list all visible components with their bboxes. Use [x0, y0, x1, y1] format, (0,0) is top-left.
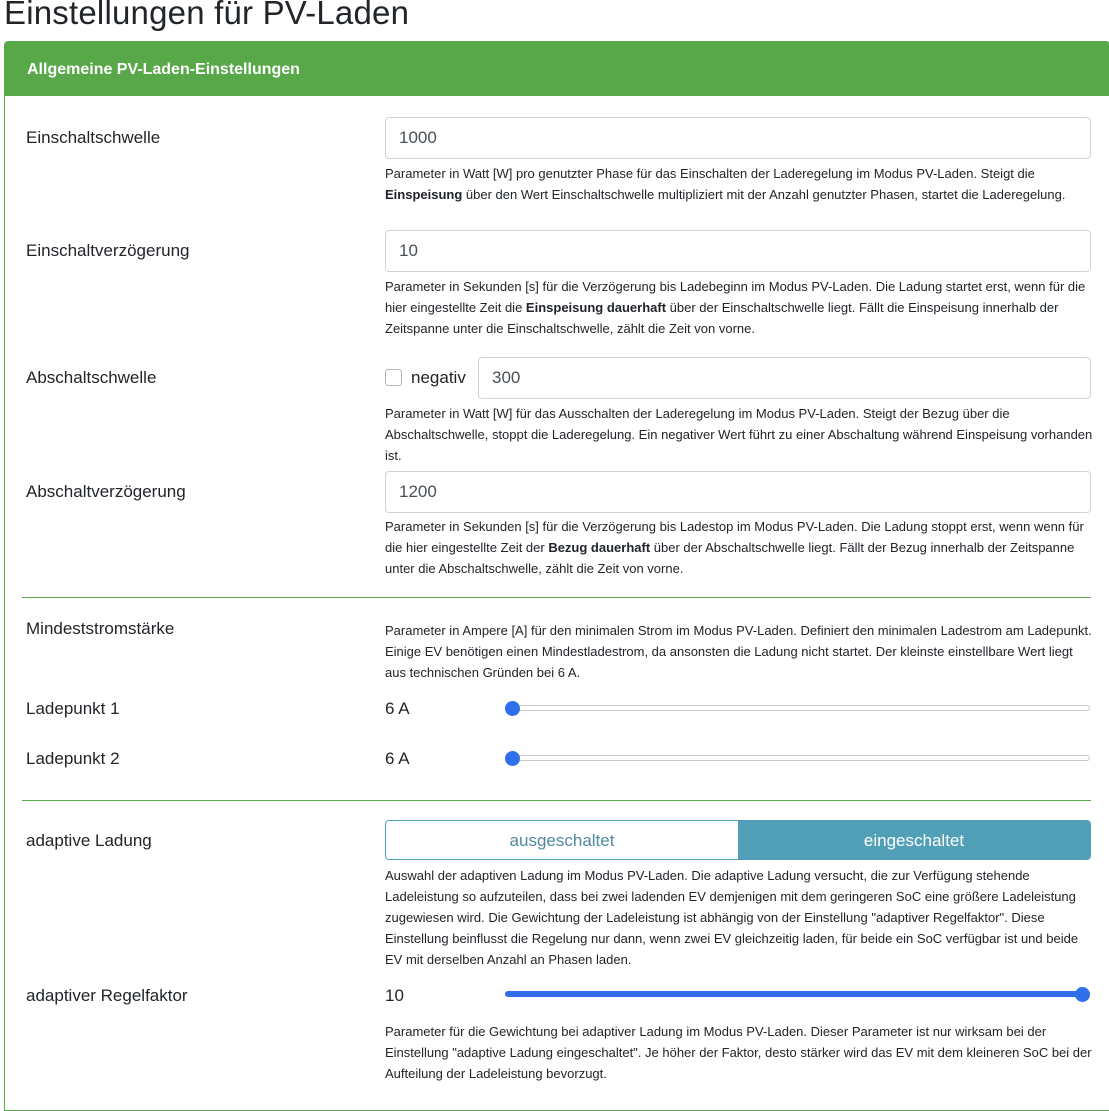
help-text: Parameter in Ampere [A] für den minimalen Strom im Modus PV-Laden. Definiert den minimalen Ladestrom am Ladepunkt. Einige EV benötigen einen Mindestladestrom, da ansonsten die Ladung nicht startet. Der kleinste einstellbare Wert liegt aus technischen Gründen bei 6 A.: [385, 623, 1092, 680]
slider-track: [505, 755, 1090, 761]
adaptive-toggle-group: [385, 820, 1091, 860]
regelfaktor-slider[interactable]: [505, 987, 1090, 1002]
divider: [22, 800, 1091, 801]
help-text: Parameter in Sekunden [s] für die Verzögerung bis Ladestop im Modus PV-Laden. Die Ladung stoppt erst, wenn wenn für die hier eingestellte Zeit der: [385, 519, 1084, 555]
adaptive-label: adaptive Ladung: [26, 831, 152, 850]
slider-track: [505, 705, 1090, 711]
adaptive-off-button[interactable]: ausgeschaltet: [386, 821, 738, 859]
slider-fill: [505, 991, 1083, 997]
help-text: über der Abschaltschwelle liegt. Fällt der Bezug innerhalb der Zeitspanne unter die Abschaltschwelle, zählt die Zeit von vorne.: [385, 540, 1075, 576]
help-text: Parameter für die Gewichtung bei adaptiver Ladung im Modus PV-Laden. Dieser Parameter ist nur wirksam bei der Einstellung "adaptive Ladung eingeschaltet". Je höher der Faktor, desto stärker wird das EV mit dem kleineren SoC bei der Aufteilung der Ladeleistung bevorzugt.: [385, 1024, 1092, 1081]
abschaltverzoegerung-input[interactable]: 1200: [385, 471, 1091, 513]
einschaltverzoegerung-input[interactable]: 10: [385, 230, 1091, 272]
ladepunkt2-label: Ladepunkt 2: [26, 749, 120, 768]
ladepunkt2-slider[interactable]: [505, 751, 1090, 766]
mindeststrom-label: Mindeststromstärke: [26, 619, 175, 638]
einschaltverzoegerung-label: Einschaltverzögerung: [26, 241, 190, 260]
mindeststrom-help: [385, 620, 1095, 683]
negativ-checkbox-label[interactable]: negativ: [411, 368, 466, 387]
regelfaktor-help: [385, 1021, 1095, 1084]
abschaltverzoegerung-help: [385, 516, 1095, 579]
help-text: Parameter in Sekunden [s] für die Verzögerung bis Ladebeginn im Modus PV-Laden. Die Ladung startet erst, wenn für die hier eingestellte Zeit die: [385, 279, 1086, 315]
slider-thumb[interactable]: [505, 751, 520, 766]
abschaltverzoegerung-label: Abschaltverzögerung: [26, 482, 186, 501]
negativ-checkbox[interactable]: [385, 369, 402, 386]
page-title: Einstellungen für PV-Laden: [4, 0, 410, 31]
abschaltschwelle-help: [385, 403, 1095, 466]
einschaltschwelle-input[interactable]: 1000: [385, 117, 1091, 159]
help-text: über der Einschaltschwelle liegt. Fällt die Einspeisung innerhalb der Zeitspanne unter die Einschaltschwelle, zählt die Zeit von vorne.: [385, 300, 1059, 336]
help-text: über den Wert Einschaltschwelle multipliziert mit der Anzahl genutzter Phasen, startet die Laderegelung.: [462, 187, 1066, 202]
abschaltschwelle-input[interactable]: 300: [478, 357, 1091, 399]
help-emphasis: Einspeisung: [385, 187, 463, 202]
ladepunkt1-value: 6 A: [385, 699, 410, 718]
slider-thumb[interactable]: [505, 701, 520, 716]
ladepunkt1-label: Ladepunkt 1: [26, 699, 120, 718]
help-text: Parameter in Watt [W] pro genutzter Phase für das Einschalten der Laderegelung im Modus PV-Laden. Steigt die: [385, 166, 1035, 181]
ladepunkt1-slider[interactable]: [505, 701, 1090, 716]
adaptive-on-button[interactable]: eingeschaltet: [738, 821, 1090, 859]
card-header: Allgemeine PV-Laden-Einstellungen: [5, 42, 1109, 96]
einschaltschwelle-help: [385, 163, 1095, 205]
einschaltschwelle-label: Einschaltschwelle: [26, 128, 161, 147]
help-emphasis: Bezug dauerhaft: [548, 540, 651, 555]
einschaltverzoegerung-help: [385, 276, 1095, 339]
abschaltschwelle-label: Abschaltschwelle: [26, 368, 157, 387]
help-emphasis: Einspeisung dauerhaft: [525, 300, 667, 315]
regelfaktor-value: 10: [385, 986, 404, 1005]
regelfaktor-label: adaptiver Regelfaktor: [26, 986, 188, 1005]
divider: [22, 597, 1091, 598]
slider-thumb[interactable]: [1075, 987, 1090, 1002]
help-text: Auswahl der adaptiven Ladung im Modus PV-Laden. Die adaptive Ladung versucht, die zur Verfügung stehende Ladeleistung so aufzuteilen, dass bei zwei ladenden EV demjenigen mit dem geringeren SoC eine größere Ladeleistung zugewiesen wird. Die Gewichtung der Ladeleistung ist abhängig von der Einstellung "adaptiver Regelfaktor". Diese Einstellung beinflusst die Regelung nur dann, wenn zwei EV gleichzeitig laden, für beide ein SoC verfügbar ist und beide EV mit derselben Anzahl an Phasen laden.: [385, 868, 1079, 967]
adaptive-help: [385, 865, 1095, 970]
help-text: Parameter in Watt [W] für das Ausschalten der Laderegelung im Modus PV-Laden. Steigt der Bezug über die Abschaltschwelle, stoppt die Laderegelung. Ein negativer Wert führt zu einer Abschaltung während Einspeisung vorhanden ist.: [385, 406, 1093, 463]
ladepunkt2-value: 6 A: [385, 749, 410, 768]
